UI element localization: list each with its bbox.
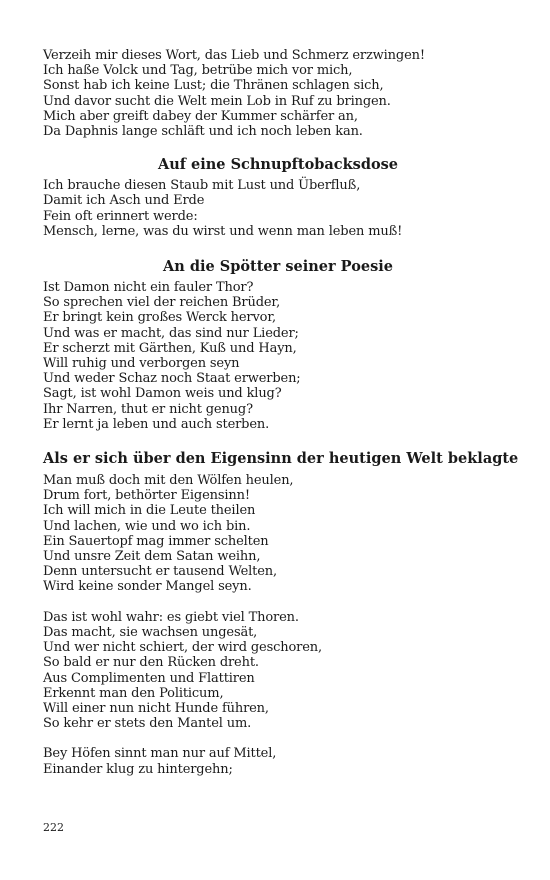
verse-line: So kehr er stets den Mantel um. (43, 716, 252, 732)
verse-line: Mensch, lerne, was du wirst und wenn man leben muß! (43, 223, 403, 239)
verse-line: Ihr Narren, thut er nicht genug? (43, 401, 253, 417)
poem-eigensinn (43, 450, 519, 777)
verse-line: Das macht, sie wachsen ungesät, (43, 624, 258, 640)
verse-line: Wird keine sonder Mangel seyn. (43, 579, 252, 595)
verse-line: Und was er macht, das sind nur Lieder; (43, 325, 299, 341)
verse-line: Denn untersucht er tausend Welten, (43, 564, 277, 580)
stanza (43, 610, 513, 732)
verse-line: Und lachen, wie und wo ich bin. (43, 518, 251, 534)
verse-line: Ich will mich in die Leute theilen (43, 503, 256, 519)
poem-title: An die Spötter seiner Poesie (162, 258, 393, 276)
verse-line: Ich haße Volck und Tag, betrübe mich vor mich, (43, 63, 353, 79)
verse-line: Will einer nun nicht Hunde führen, (43, 700, 269, 716)
verse-line: Aus Complimenten und Flattiren (43, 670, 255, 686)
verse-line: Er lernt ja leben und auch sterben. (43, 416, 270, 432)
page-number: 222 (43, 821, 64, 834)
verse-line: Verzeih mir dieses Wort, das Lieb und Schmerz erzwingen! (43, 48, 425, 63)
verse-line: Will ruhig und verborgen seyn (43, 356, 240, 372)
verse-line: Damit ich Asch und Erde (43, 193, 205, 209)
verse-line: Sonst hab ich keine Lust; die Thränen schlagen sich, (43, 78, 384, 94)
verse-line: Ist Damon nicht ein fauler Thor? (43, 280, 254, 296)
verse-line: Bey Höfen sinnt man nur auf Mittel, (43, 746, 277, 762)
verse-line: Man muß doch mit den Wölfen heulen, (43, 473, 294, 489)
verse-line: Er bringt kein großes Werck hervor, (43, 310, 276, 326)
verse-line: Fein oft erinnert werde: (43, 208, 198, 224)
verse-line: Einander klug zu hintergehn; (43, 761, 233, 777)
verse-line: Ein Sauertopf mag immer schelten (43, 533, 269, 549)
poem-spoetter (43, 258, 513, 432)
poem-schnupftobacksdose (43, 156, 513, 239)
verse-line: Drum fort, bethörter Eigensinn! (43, 488, 250, 504)
stanza (43, 178, 513, 239)
verse-line: Sagt, ist wohl Damon weis und klug? (43, 386, 282, 402)
verse-line: Und weder Schaz noch Staat erwerben; (43, 371, 301, 387)
verse-line: Da Daphnis lange schläft und ich noch leben kan. (43, 124, 363, 140)
stanza (43, 746, 513, 776)
poem-continuation (43, 48, 513, 139)
verse-line: Ich brauche diesen Staub mit Lust und Überfluß, (43, 178, 361, 194)
stanza (43, 280, 513, 432)
verse-line: So bald er nur den Rücken dreht. (43, 655, 259, 671)
poem-title: Auf eine Schnupftobacksdose (157, 156, 399, 174)
stanza (43, 473, 513, 595)
verse-line: Und wer nicht schiert, der wird geschoren, (43, 640, 322, 656)
verse-line: Er scherzt mit Gärthen, Kuß und Hayn, (43, 340, 297, 356)
verse-line: Und unsre Zeit dem Satan weihn, (43, 549, 261, 565)
verse-line: Mich aber greift dabey der Kummer schärfer an, (43, 108, 358, 124)
verse-line: Das ist wohl wahr: es giebt viel Thoren. (43, 609, 299, 625)
verse-line: So sprechen viel der reichen Brüder, (43, 295, 281, 311)
verse-line: Und davor sucht die Welt mein Lob in Ruf zu bringen. (43, 93, 391, 109)
page-body (43, 48, 519, 777)
poem-title: Als er sich über den Eigensinn der heutigen Welt beklagte (43, 450, 519, 468)
stanza (43, 48, 513, 139)
verse-line: Erkennt man den Politicum, (43, 685, 224, 701)
